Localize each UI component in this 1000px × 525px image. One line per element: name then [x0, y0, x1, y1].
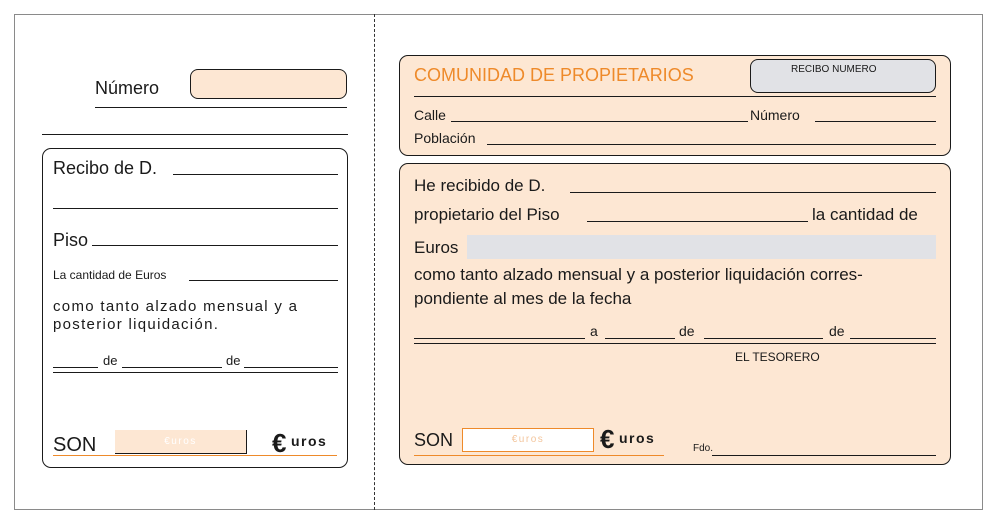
euros-label: Euros: [414, 238, 459, 257]
stub-date-month[interactable]: [122, 367, 222, 368]
receipt-euros-logo: uros: [619, 430, 656, 446]
stub-numero-underline: [95, 107, 347, 108]
concepto-line1: como tanto alzado mensual y a posterior liquidación corres-: [414, 265, 863, 284]
calle-label: Calle: [414, 107, 446, 123]
fdo-label: Fdo.: [693, 443, 714, 454]
date-place-field[interactable]: [414, 338, 585, 339]
stub-concepto-line2: posterior liquidación.: [53, 316, 220, 333]
la-cantidad-label: la cantidad de: [812, 205, 918, 224]
poblacion-field[interactable]: [487, 144, 936, 145]
community-title: COMUNIDAD DE PROPIETARIOS: [414, 65, 694, 85]
stub-piso-field[interactable]: [92, 245, 338, 246]
header-divider: [414, 96, 936, 97]
stub-son-underline: [53, 455, 337, 456]
date-year-field[interactable]: [850, 338, 936, 339]
stub-euro-symbol: €: [272, 428, 287, 458]
receipt-son-label: SON: [414, 430, 454, 450]
stub-numero-field[interactable]: [190, 69, 347, 99]
receipt-euros-watermark: €uros: [511, 434, 545, 445]
stub-divider: [42, 134, 348, 135]
concepto-line2: pondiente al mes de la fecha: [414, 289, 632, 308]
receipt-numero-field[interactable]: [815, 121, 936, 122]
perforation-line: [374, 14, 375, 510]
date-de1-label: de: [679, 323, 695, 339]
calle-field[interactable]: [451, 121, 748, 122]
receipt-son-underline: [414, 455, 664, 456]
he-recibido-label: He recibido de D.: [414, 176, 546, 195]
date-underline: [414, 343, 936, 344]
date-month-field[interactable]: [704, 338, 823, 339]
tesorero-label: EL TESORERO: [735, 350, 820, 364]
stub-numero-label: Número: [95, 78, 160, 98]
stub-date-underline: [53, 372, 338, 373]
recibido-de-field[interactable]: [570, 192, 936, 193]
stub-cantidad-field[interactable]: [189, 280, 338, 281]
poblacion-label: Población: [414, 130, 476, 146]
piso-field[interactable]: [587, 221, 808, 222]
stub-piso-label: Piso: [53, 230, 89, 250]
stub-recibo-field-2[interactable]: [53, 208, 338, 209]
stub-date-day[interactable]: [53, 367, 98, 368]
stub-recibo-field[interactable]: [173, 174, 338, 175]
signature-field[interactable]: [712, 455, 936, 456]
date-day-field[interactable]: [605, 338, 675, 339]
date-de2-label: de: [829, 323, 845, 339]
stub-concepto-line1: como tanto alzado mensual y a: [53, 298, 299, 315]
date-a-label: a: [590, 323, 598, 339]
receipt-numero-label: Número: [750, 107, 800, 123]
recibo-numero-label: RECIBO NUMERO: [791, 64, 877, 75]
stub-cantidad-label: La cantidad de Euros: [53, 268, 167, 282]
stub-euros-watermark: €uros: [164, 436, 197, 447]
euros-amount-field[interactable]: [467, 235, 936, 259]
stub-son-label: SON: [53, 434, 97, 456]
stub-euros-logo: uros: [291, 433, 328, 449]
stub-recibo-label: Recibo de D.: [53, 158, 158, 178]
stub-son-field[interactable]: [115, 430, 247, 454]
stub-date-year[interactable]: [244, 367, 338, 368]
receipt-euro-symbol: €: [600, 424, 615, 454]
recibo-numero-field[interactable]: [750, 59, 936, 93]
propietario-label: propietario del Piso: [414, 205, 560, 224]
stub-date-de1: de: [103, 353, 118, 368]
stub-date-de2: de: [226, 353, 241, 368]
receipt-son-field[interactable]: [462, 428, 594, 452]
